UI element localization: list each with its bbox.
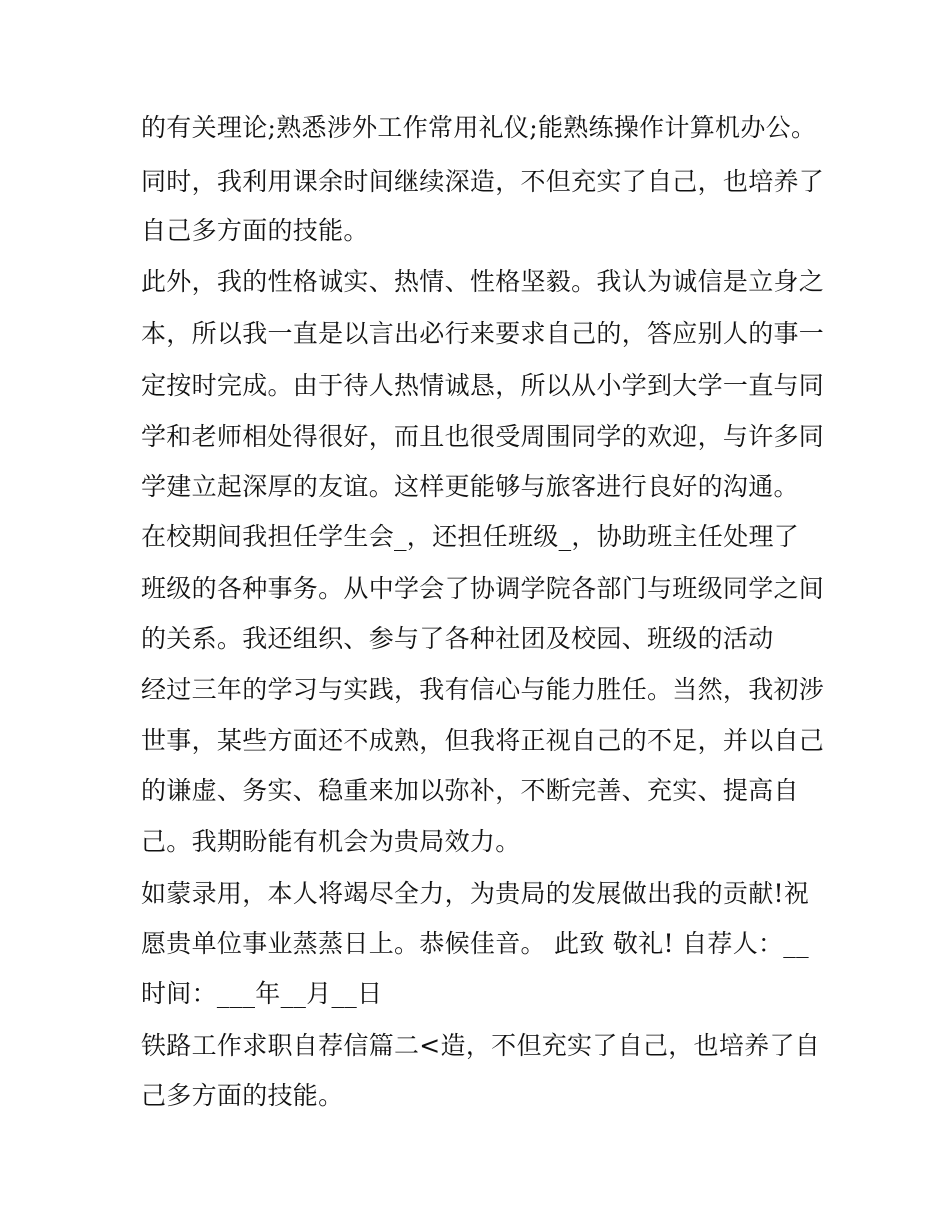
text-line: 经过三年的学习与实践，我有信心与能力胜任。当然，我初涉 (141, 675, 825, 704)
text-line: 在校期间我担任学生会_，还担任班级_，协助班主任处理了 (141, 522, 800, 551)
text-line: 班级的各种事务。从中学会了协调学院各部门与班级同学之间 (141, 574, 825, 603)
text-line: 的有关理论;熟悉涉外工作常用礼仪;能熟练操作计算机办公。 (141, 113, 817, 142)
text-line: 自己多方面的技能。 (141, 216, 369, 245)
text-line: 己。我期盼能有机会为贵局效力。 (141, 827, 521, 856)
text-line: 定按时完成。由于待人热情诚恳，所以从小学到大学一直与同 (141, 371, 825, 400)
text-line: 学建立起深厚的友谊。这样更能够与旅客进行良好的沟通。 (141, 472, 799, 501)
text-line: 世事，某些方面还不成熟，但我将正视自己的不足，并以自己 (141, 726, 825, 755)
text-line: 此外，我的性格诚实、热情、性格坚毅。我认为诚信是立身之 (141, 267, 825, 296)
text-line: 己多方面的技能。 (141, 1081, 344, 1110)
text-line: 愿贵单位事业蒸蒸日上。恭候佳音。 此致 敬礼! 自荐人：__ (141, 929, 809, 958)
text-line: 本，所以我一直是以言出必行来要求自己的，答应别人的事一 (141, 319, 825, 348)
text-line: 的谦虚、务实、稳重来加以弥补，不断完善、充实、提高自 (141, 776, 799, 805)
text-line: 同时，我利用课余时间继续深造，不但充实了自己，也培养了 (141, 167, 825, 196)
text-line: 如蒙录用，本人将竭尽全力，为贵局的发展做出我的贡献!祝 (141, 879, 810, 908)
text-line: 的关系。我还组织、参与了各种社团及校园、班级的活动 (141, 624, 774, 653)
text-line: 学和老师相处得很好，而且也很受周围同学的欢迎，与许多同 (141, 422, 825, 451)
text-line: 时间：___年__月__日 (141, 979, 383, 1008)
text-line: 铁路工作求职自荐信篇二<造，不但充实了自己，也培养了自 (141, 1031, 821, 1060)
